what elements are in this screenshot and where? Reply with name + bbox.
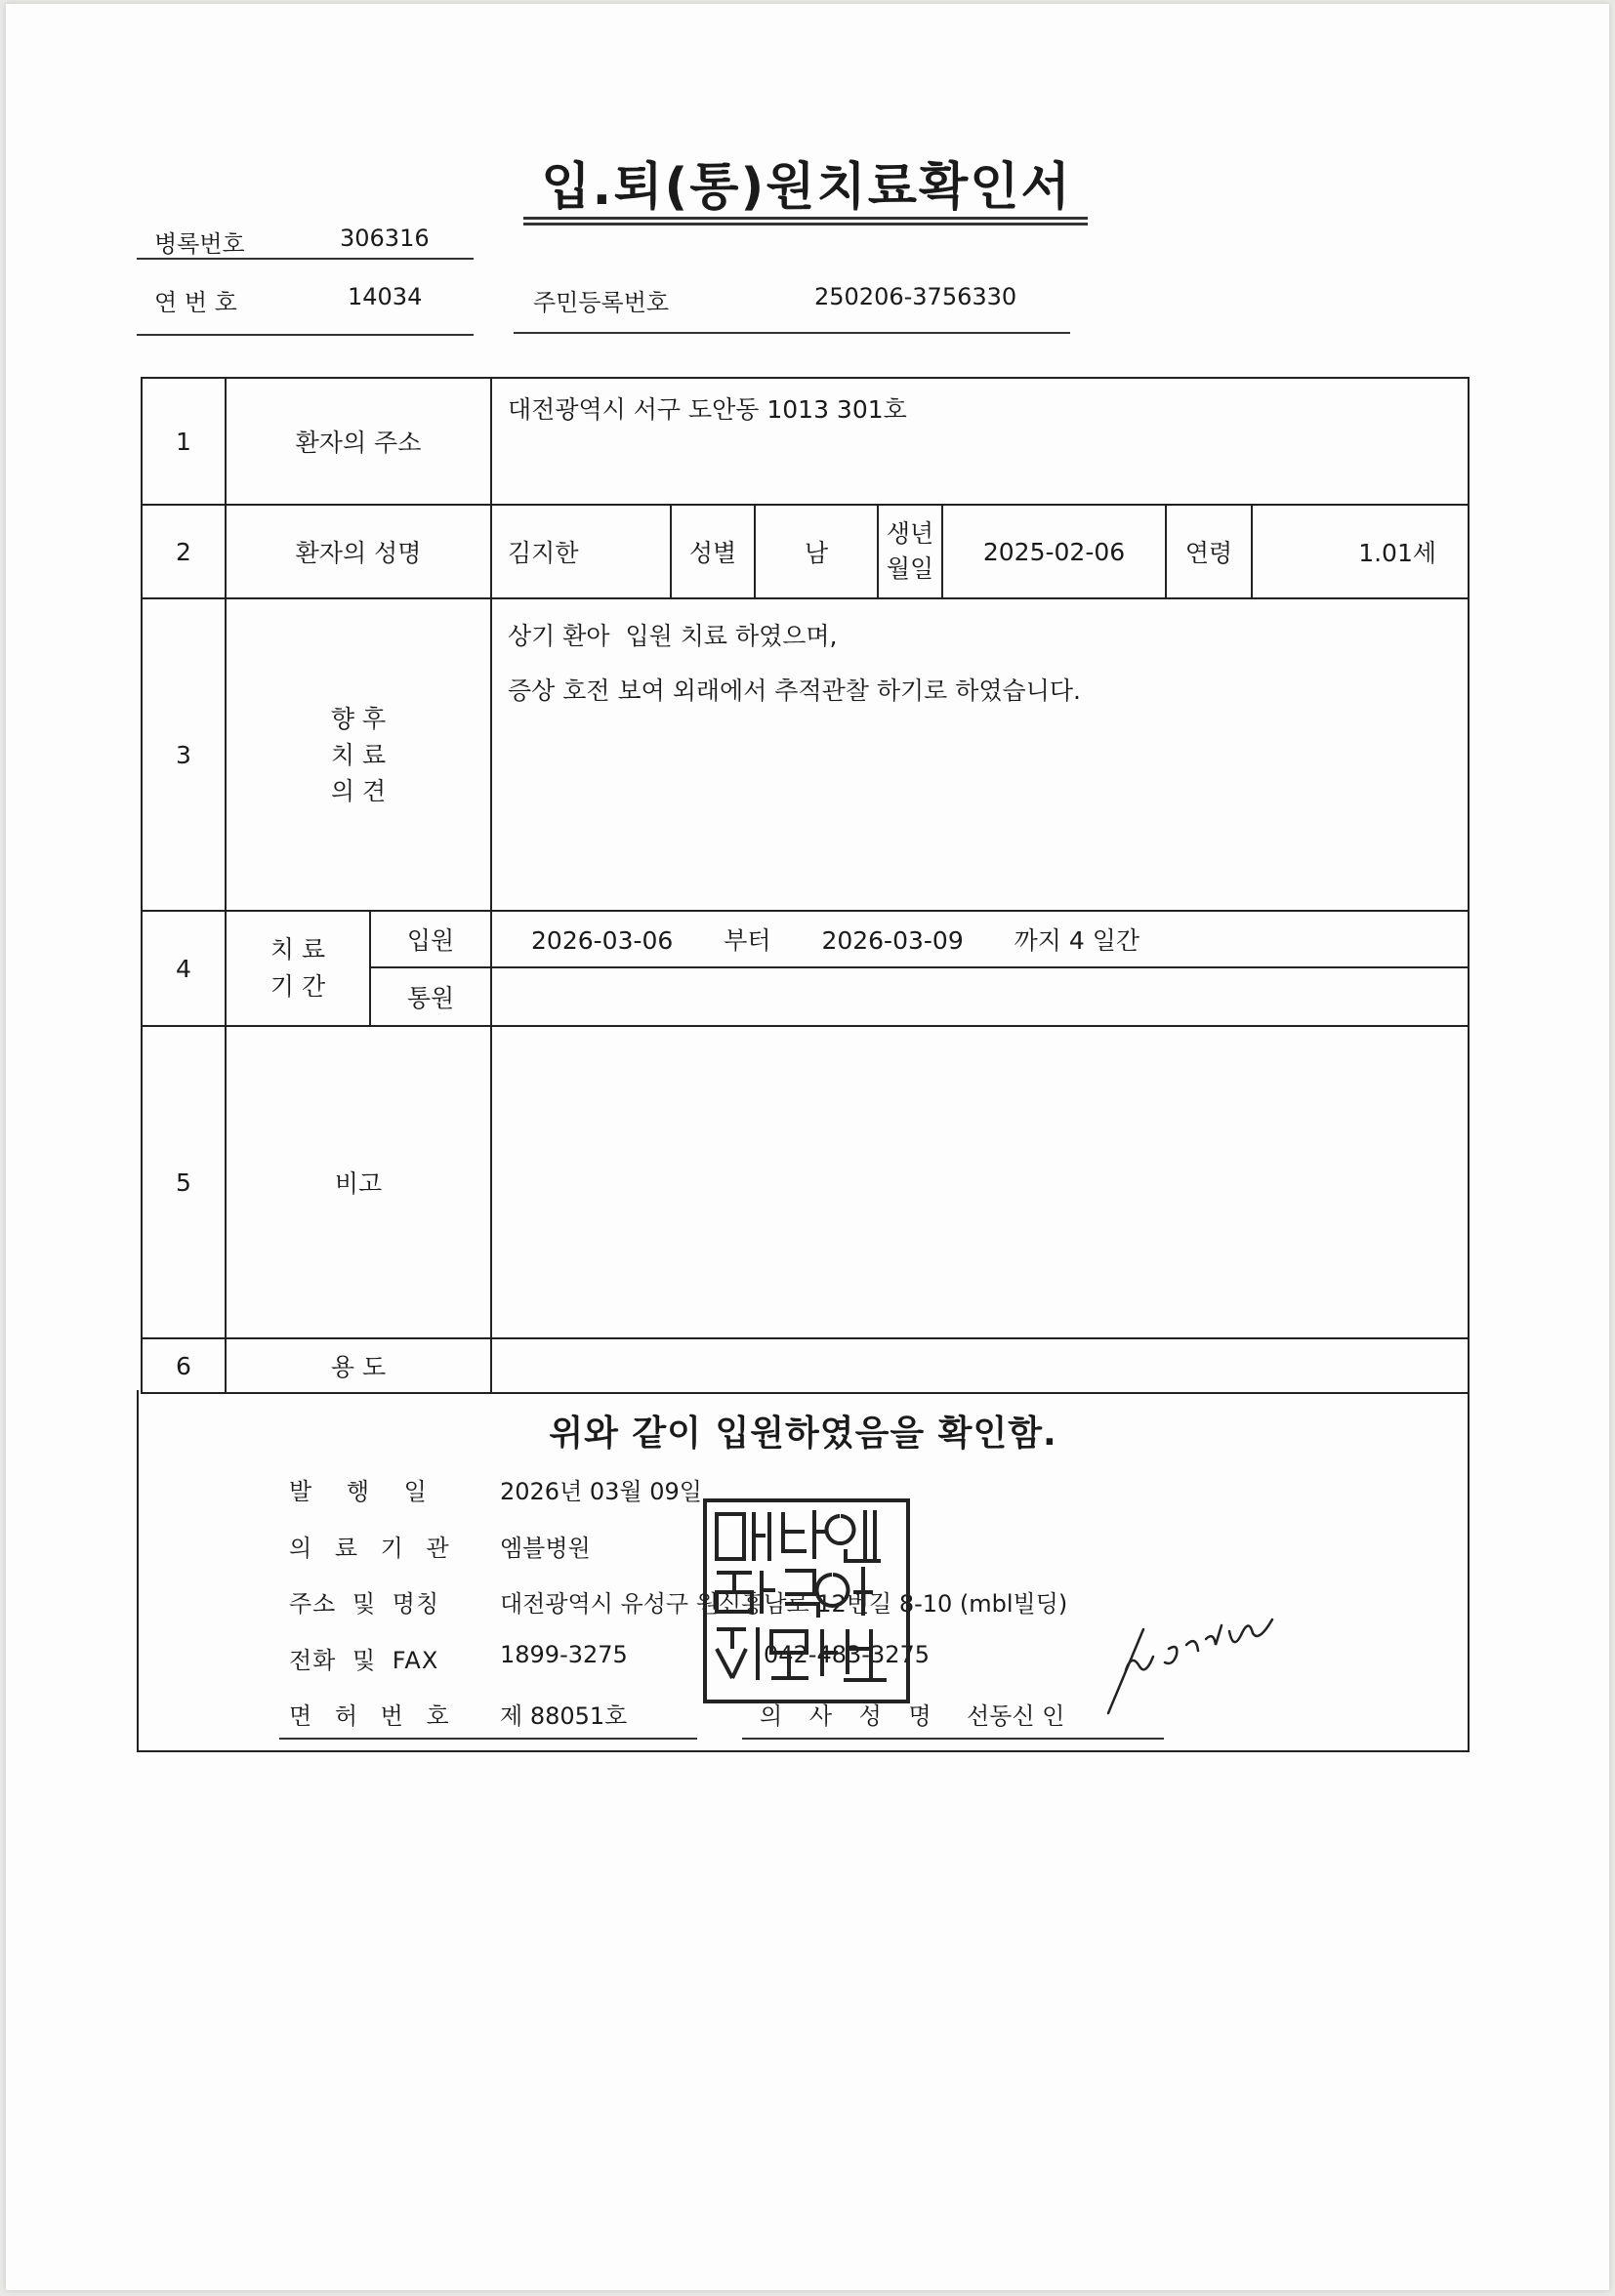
period-to-date: 2026-03-09: [821, 926, 964, 955]
record-no-underline: [137, 258, 474, 260]
inpatient-period: [491, 911, 1469, 967]
row-3-no: 3: [142, 598, 226, 911]
confirm-statement: 위와 같이 입원하였음을 확인함.: [549, 1414, 1057, 1454]
document-title: 입.퇴(통)원치료확인서: [541, 158, 1072, 217]
doctor-signature-graphic: [1104, 1610, 1300, 1717]
period-to-word: 까지 4 일간: [1014, 926, 1140, 955]
serial-no-label: 연 번 호: [154, 289, 237, 316]
title-underline-1: [523, 217, 1088, 220]
row-4-no: 4: [142, 911, 226, 1026]
age-value: 1.01세: [1252, 505, 1469, 598]
purpose-value: [491, 1338, 1469, 1393]
patient-name: 김지한: [491, 505, 671, 598]
issue-date-value: 2026년 03월 09일: [500, 1478, 702, 1505]
record-no-label: 병록번호: [154, 230, 245, 258]
dob-label: [878, 505, 942, 598]
certificate-table: [141, 377, 1470, 1394]
name-label: 환자의 성명: [226, 505, 491, 598]
row-name: [142, 505, 1469, 598]
opinion-label-line-3: 의 견: [330, 776, 387, 805]
resident-no-underline: [514, 332, 1070, 334]
opinion-line-1: 상기 환아 입원 치료 하였으며,: [508, 622, 838, 650]
doctor-label: 의 사 성 명: [760, 1702, 932, 1730]
address-value: 대전광역시 서구 도안동 1013 301호: [491, 378, 1469, 505]
serial-no-value: 14034: [348, 283, 423, 310]
opinion-label-line-2: 치 료: [330, 740, 387, 769]
outpatient-label: 통원: [370, 967, 491, 1026]
row-remarks: [142, 1026, 1469, 1338]
row-purpose: [142, 1338, 1469, 1393]
row-opinion: [142, 598, 1469, 911]
title-underline-2: [523, 223, 1088, 226]
resident-no-value: 250206-3756330: [814, 283, 1017, 310]
serial-no-underline: [137, 334, 474, 336]
license-underline: [279, 1738, 697, 1740]
row-2-no: 2: [142, 505, 226, 598]
opinion-label-line-1: 향 후: [330, 704, 387, 733]
period-from-word: 부터: [724, 926, 771, 955]
inpatient-label: 입원: [370, 911, 491, 967]
institution-value: 엠블병원: [500, 1535, 591, 1562]
address-name-label: 주소 및 명칭: [289, 1590, 440, 1618]
age-label: 연령: [1166, 505, 1252, 598]
dob-label-line-2: 월일: [886, 554, 934, 583]
purpose-label: 용 도: [226, 1338, 491, 1393]
row-address: [142, 378, 1469, 505]
opinion-line-2: 증상 호전 보여 외래에서 추적관찰 하기로 하였습니다.: [508, 676, 1081, 705]
doctor-name: 선동신 인: [967, 1702, 1065, 1730]
dob-label-line-1: 생년: [886, 519, 934, 548]
issue-date-label: 발 행 일: [289, 1478, 428, 1505]
resident-no-label: 주민등록번호: [533, 289, 670, 316]
period-label-line-2: 기 간: [269, 972, 326, 1001]
row-6-no: 6: [142, 1338, 226, 1393]
fax-value: 042-483-3275: [764, 1641, 931, 1668]
phone-fax-label: 전화 및 FAX: [289, 1647, 439, 1674]
address-label: 환자의 주소: [226, 378, 491, 505]
row-period-inpatient: [142, 911, 1469, 967]
institution-address: 대전광역시 유성구 원신흥남로 12번길 8-10 (mbl빌딩): [500, 1590, 1068, 1618]
remarks-label: 비고: [226, 1026, 491, 1338]
record-no-value: 306316: [340, 225, 430, 252]
outpatient-period: [491, 967, 1469, 1026]
period-label-line-1: 치 료: [269, 935, 326, 964]
period-label: [226, 911, 370, 1026]
license-label: 면 허 번 호: [289, 1702, 450, 1730]
institution-label: 의 료 기 관: [289, 1535, 450, 1562]
document-page: [6, 4, 1609, 2290]
opinion-text: [491, 598, 1469, 911]
remarks-value: [491, 1026, 1469, 1338]
doctor-underline: [742, 1738, 1164, 1740]
license-value: 제 88051호: [500, 1702, 628, 1730]
row-1-no: 1: [142, 378, 226, 505]
sex-label: 성별: [671, 505, 755, 598]
period-from-date: 2026-03-06: [531, 926, 674, 955]
opinion-label: [226, 598, 491, 911]
phone-value: 1899-3275: [500, 1641, 628, 1668]
seal-glyphs-graphic: [707, 1502, 898, 1692]
dob-value: 2025-02-06: [942, 505, 1166, 598]
hospital-seal-stamp: [703, 1498, 910, 1703]
sex-value: 남: [755, 505, 878, 598]
row-5-no: 5: [142, 1026, 226, 1338]
